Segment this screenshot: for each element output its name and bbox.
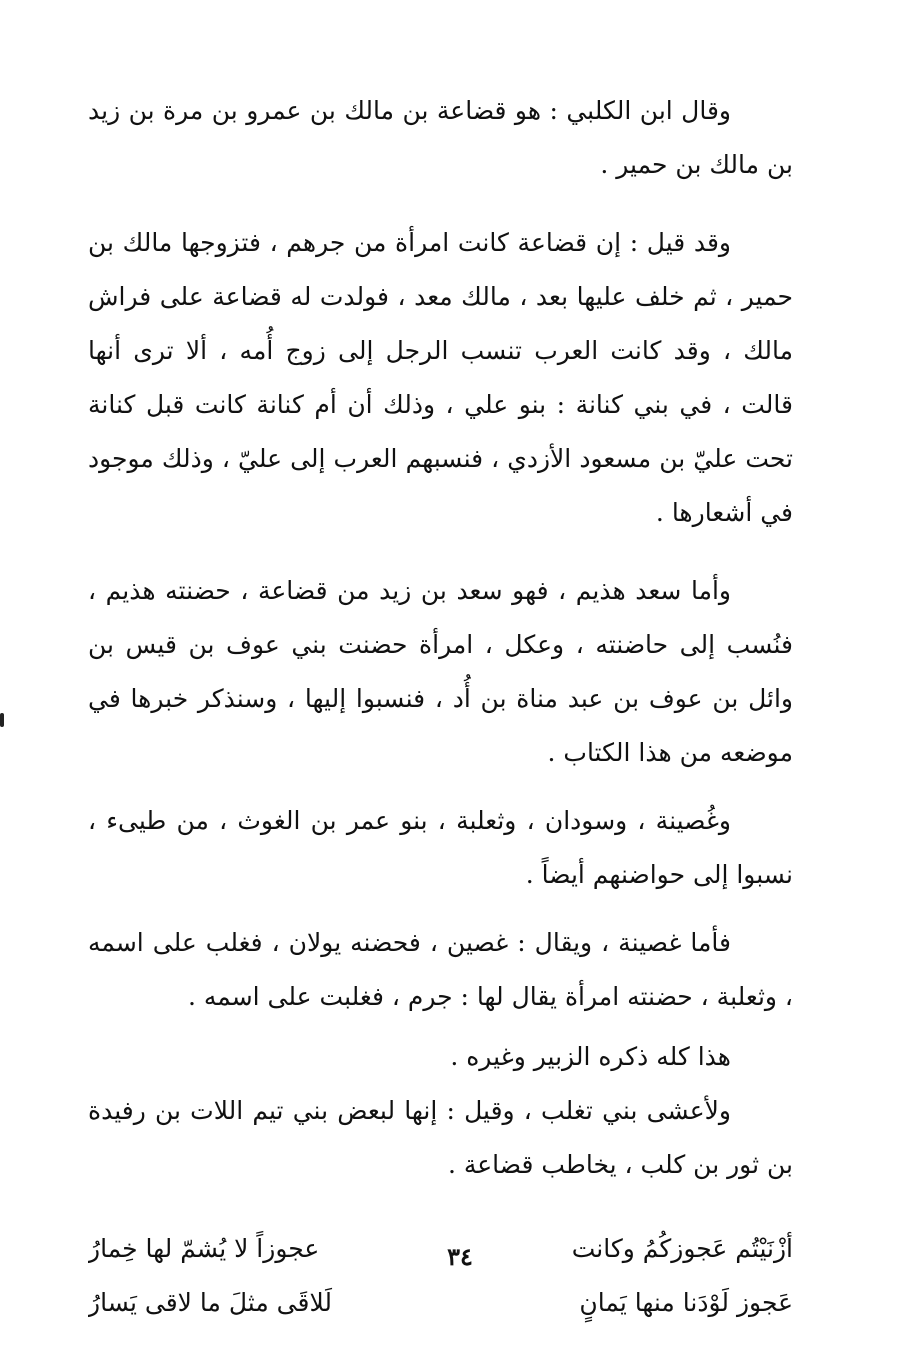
paragraph-zubayr: هذا كله ذكره الزبير وغيره .	[450, 1042, 731, 1071]
scan-edge-mark	[0, 713, 4, 727]
verse-second-hemistich: عجوزاً لا يُشمّ لها خِمارُ	[88, 1234, 320, 1263]
paragraph-saad-hudhaym: وأما سعد هذيم ، فهو سعد بن زيد من قضاعة ، حضنته هذيم ، فنُسب إلى حاضنته ، وعكل ، امرأة حضنت بني عوف بن قيس بن وائل بن عوف بن عبد مناة بن أُد ، فنسبوا إليها ، وسنذكر خبرها في موضعه من هذا الكتاب .	[88, 576, 793, 767]
page-number: ٣٤	[447, 1242, 473, 1271]
verse-first-hemistich: أزْنَيْتُم عَجوزكُمُ وكانت	[571, 1234, 793, 1263]
poem-verses	[88, 1222, 793, 1330]
verse-line	[88, 1276, 793, 1330]
verse-second-hemistich: لَلاقَى مثلَ ما لاقى يَسارُ	[88, 1288, 332, 1317]
verse-first-hemistich: عَجوز لَوْدَنا منها يَمانٍ	[579, 1288, 793, 1317]
paragraph-ghusayn: فأما غصينة ، ويقال : غصين ، فحضنه يولان ، فغلب على اسمه ، وثعلبة ، حضنته امرأة يقال لها : جرم ، فغلبت على اسمه .	[88, 928, 793, 1011]
paragraph-asha-taghlib: ولأعشى بني تغلب ، وقيل : إنها لبعض بني تيم اللات بن رفيدة بن ثور بن كلب ، يخاطب قضاعة .	[88, 1096, 793, 1179]
paragraph-ibn-kalbi: وقال ابن الكلبي : هو قضاعة بن مالك بن عمرو بن مرة بن زيد بن مالك بن حمير .	[88, 96, 793, 179]
page-body	[88, 84, 793, 1330]
paragraph-ghusayna: وغُصينة ، وسودان ، وثعلبة ، بنو عمر بن الغوث ، من طيىء ، نسبوا إلى حواضنهم أيضاً .	[88, 806, 793, 889]
paragraph-jurhum: وقد قيل : إن قضاعة كانت امرأة من جرهم ، فتزوجها مالك بن حمير ، ثم خلف عليها بعد ، مالك معد ، فولدت له قضاعة على فراش مالك ، وقد كانت العرب تنسب الرجل إلى زوج أُمه ، ألا ترى أنها قالت ، في بني كنانة : بنو علي ، وذلك أن أم كنانة كانت قبل كنانة تحت عليّ بن مسعود الأزدي ، فنسبهم العرب إلى عليّ ، وذلك موجود في أشعارها .	[88, 228, 793, 527]
